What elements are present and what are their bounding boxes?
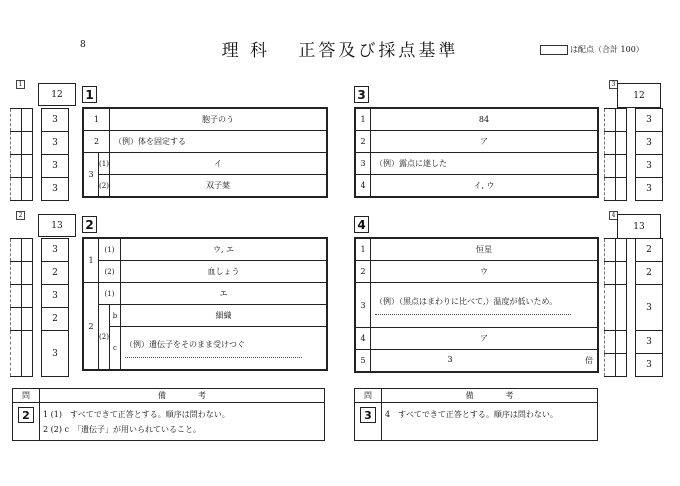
remarks-notes-cell [382, 403, 598, 441]
remarks-table-left [12, 388, 325, 441]
sub-letter: b [110, 305, 121, 327]
answer-cell: （例）体を固定する [110, 131, 328, 153]
score-cell: 3 [42, 109, 69, 132]
remarks-table-right [354, 388, 598, 441]
answer-cell: ア [371, 328, 599, 350]
sub-number: (2) [99, 175, 110, 198]
remarks-header-notes: 備 考 [382, 389, 598, 403]
legend-text: は配点（合計 100） [570, 45, 644, 54]
remarks-header-question: 問 [355, 389, 382, 403]
page-title: 理 科 正答及び採点基準 [221, 41, 459, 61]
question-1-label: 1 [82, 86, 97, 103]
remark-line: 1 (1) すべてできて正答とする。順序は問わない。 [43, 410, 230, 419]
score-cell: 3 [636, 354, 663, 377]
remark-line: 2 (2) c 「遺伝子」が用いられていること。 [43, 425, 201, 434]
remarks-question-cell [13, 403, 40, 441]
points-legend [540, 44, 644, 55]
answer-cell-with-line [121, 327, 328, 371]
score-cell: 2 [636, 262, 663, 285]
answer-text: （例）遺伝子をそのまま受けつぐ [125, 339, 245, 349]
sub-number: (1) [99, 153, 110, 175]
dotted-line [125, 356, 302, 358]
sub-number: (2) [99, 305, 110, 371]
remarks-header-notes: 備 考 [40, 389, 325, 403]
remarks-question-number: 3 [360, 407, 376, 423]
score-index-2: 2 [16, 211, 25, 220]
row-number: 4 [355, 175, 371, 198]
row-number: 1 [83, 108, 110, 131]
answer-cell: 血しょう [121, 261, 328, 283]
score-grid-2 [10, 238, 69, 377]
question-2-label: 2 [82, 216, 97, 233]
question-4-label: 4 [354, 216, 369, 233]
page-number: 8 [80, 40, 86, 50]
answer-text: （例）（黒点はまわりに比べて,）温度が低いため。 [375, 296, 558, 306]
score-total-1: 12 [38, 83, 76, 106]
remarks-question-cell [355, 403, 382, 441]
row-number: 2 [83, 283, 99, 371]
row-number: 2 [355, 131, 371, 153]
sub-number: (2) [99, 261, 121, 283]
answer-cell: ア [371, 131, 599, 153]
sub-number: (1) [99, 283, 121, 305]
score-cell: 3 [42, 239, 69, 262]
answer-cell: （例）露点に達した [371, 153, 599, 175]
score-index-4: 4 [609, 211, 618, 220]
answer-cell: ウ, エ [121, 238, 328, 261]
answer-cell: エ [121, 283, 328, 305]
remark-line: 4 すべてできて正答とする。順序は問わない。 [385, 410, 558, 419]
row-number: 2 [83, 131, 110, 153]
score-grid-3 [604, 108, 663, 201]
row-number: 3 [355, 153, 371, 175]
row-number: 5 [355, 350, 371, 373]
sub-letter: c [110, 327, 121, 371]
score-index-1: 1 [16, 80, 25, 89]
score-cell: 3 [42, 331, 69, 377]
row-number: 3 [83, 153, 99, 198]
score-cell: 3 [42, 178, 69, 201]
row-number: 1 [355, 108, 371, 131]
score-cell: 3 [636, 109, 663, 132]
score-index-3: 3 [609, 80, 618, 89]
row-number: 1 [355, 238, 371, 261]
score-total-4: 13 [617, 214, 661, 239]
answer-cell: 胞子のう [110, 108, 328, 131]
answer-table-1 [82, 107, 328, 198]
answer-cell-with-unit [371, 350, 599, 373]
score-cell: 2 [42, 308, 69, 331]
score-grid-4 [604, 238, 663, 377]
dotted-line [375, 313, 571, 315]
answer-cell: イ, ウ [371, 175, 599, 198]
score-cell: 3 [636, 285, 663, 331]
score-cell: 3 [636, 155, 663, 178]
remarks-header-question: 問 [13, 389, 40, 403]
row-number: 1 [83, 238, 99, 283]
score-cell: 3 [636, 132, 663, 155]
score-cell: 3 [636, 178, 663, 201]
question-3-label: 3 [354, 86, 369, 103]
answer-cell-with-line [371, 283, 599, 328]
sub-number: (1) [99, 238, 121, 261]
score-cell: 3 [42, 155, 69, 178]
answer-cell: イ [110, 153, 328, 175]
answer-table-3 [354, 107, 599, 198]
score-cell: 2 [42, 262, 69, 285]
answer-table-4 [354, 237, 599, 373]
score-grid-1 [10, 108, 69, 201]
answer-cell: 細織 [121, 305, 328, 327]
answer-cell: ウ [371, 261, 599, 283]
score-cell: 3 [42, 285, 69, 308]
row-number: 3 [355, 283, 371, 328]
remarks-question-number: 2 [18, 407, 34, 423]
score-cell: 3 [42, 132, 69, 155]
unit-label: 倍 [585, 356, 593, 365]
row-number: 2 [355, 261, 371, 283]
score-total-3: 12 [617, 83, 661, 108]
score-cell: 3 [636, 331, 663, 354]
answer-text: 3 [447, 355, 453, 364]
answer-table-2 [82, 237, 328, 371]
points-box-icon [540, 45, 568, 55]
score-total-2: 13 [38, 214, 76, 237]
answer-cell: 84 [371, 108, 599, 131]
answer-cell: 双子葉 [110, 175, 328, 198]
remarks-notes-cell [40, 403, 325, 441]
score-cell: 2 [636, 239, 663, 262]
answer-cell: 恒星 [371, 238, 599, 261]
row-number: 4 [355, 328, 371, 350]
